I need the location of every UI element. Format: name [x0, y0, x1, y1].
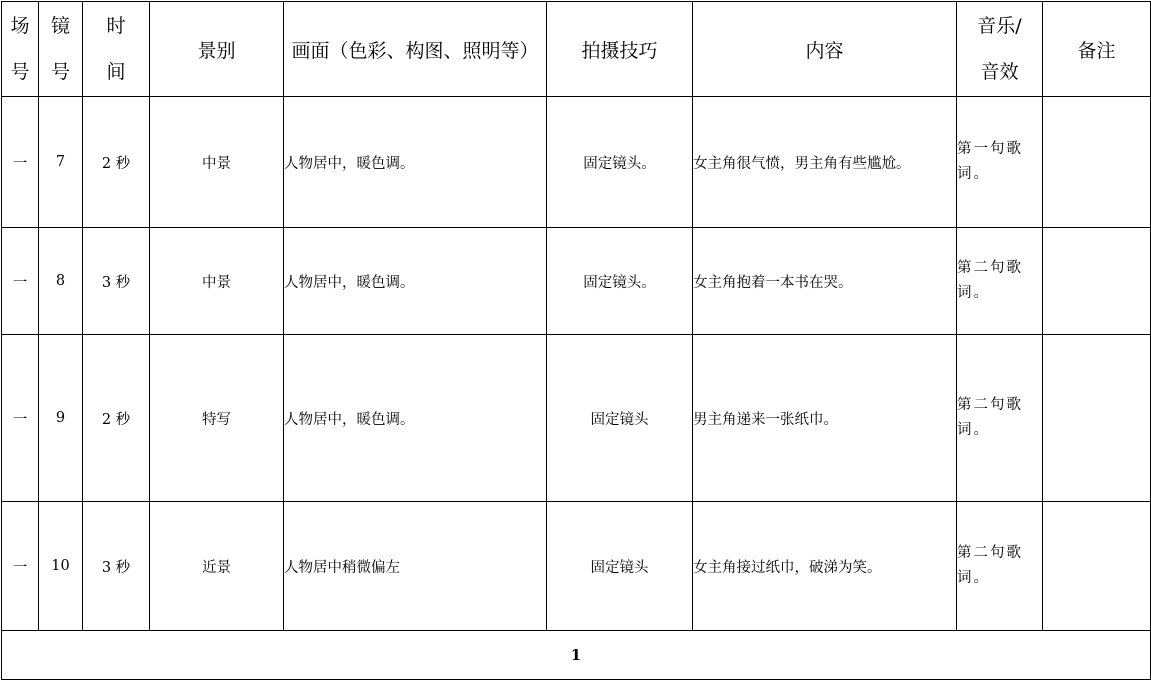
cell-shot: 8 [39, 228, 83, 335]
cell-shot: 10 [39, 502, 83, 631]
header-music-line1: 音乐/ [977, 15, 1022, 37]
cell-content: 女主角接过纸巾，破涕为笑。 [693, 502, 957, 631]
cell-picture: 人物居中，暖色调。 [284, 228, 547, 335]
header-scene-line1: 场 [10, 15, 30, 37]
cell-shot: 7 [39, 97, 83, 228]
cell-music-line1: 第一句歌 [957, 141, 1023, 157]
table-row [2, 228, 1151, 335]
header-time [83, 2, 150, 97]
table-row [2, 97, 1151, 228]
cell-scene: 一 [2, 97, 39, 228]
cell-picture: 人物居中稍微偏左 [284, 502, 547, 631]
cell-notes [1043, 228, 1151, 335]
cell-technique: 固定镜头。 [547, 228, 693, 335]
cell-content: 女主角抱着一本书在哭。 [693, 228, 957, 335]
header-shot-number [39, 2, 83, 97]
cell-music [957, 335, 1043, 502]
table-row [2, 335, 1151, 502]
cell-shot-size: 中景 [150, 228, 284, 335]
header-time-line2: 间 [106, 61, 126, 83]
cell-time: 3 秒 [83, 502, 150, 631]
cell-music-line2: 词。 [957, 570, 990, 586]
table-row [2, 502, 1151, 631]
header-technique: 拍摄技巧 [547, 2, 693, 97]
cell-music [957, 228, 1043, 335]
cell-notes [1043, 97, 1151, 228]
cell-shot-size: 特写 [150, 335, 284, 502]
cell-scene: 一 [2, 502, 39, 631]
header-notes: 备注 [1043, 2, 1151, 97]
cell-music-line1: 第二句歌 [957, 545, 1023, 561]
header-scene-number [2, 2, 39, 97]
cell-technique: 固定镜头。 [547, 97, 693, 228]
storyboard-table [1, 1, 1151, 680]
header-shot-line2: 号 [50, 61, 70, 83]
header-music-line2: 音效 [980, 61, 1019, 83]
cell-shot-size: 近景 [150, 502, 284, 631]
header-content: 内容 [693, 2, 957, 97]
cell-music-line1: 第二句歌 [957, 397, 1023, 413]
cell-content: 女主角很气愤，男主角有些尴尬。 [693, 97, 957, 228]
cell-music-line1: 第二句歌 [957, 260, 1023, 276]
cell-music-line2: 词。 [957, 422, 990, 438]
header-picture: 画面（色彩、构图、照明等） [284, 2, 547, 97]
cell-music-line2: 词。 [957, 166, 990, 182]
header-time-line1: 时 [106, 15, 126, 37]
cell-music-line2: 词。 [957, 285, 990, 301]
cell-time: 2 秒 [83, 335, 150, 502]
cell-picture: 人物居中，暖色调。 [284, 97, 547, 228]
cell-notes [1043, 502, 1151, 631]
cell-content: 男主角递来一张纸巾。 [693, 335, 957, 502]
header-scene-line2: 号 [10, 61, 30, 83]
cell-music [957, 97, 1043, 228]
cell-technique: 固定镜头 [547, 335, 693, 502]
header-row [2, 2, 1151, 97]
footer-row [2, 631, 1151, 680]
cell-time: 3 秒 [83, 228, 150, 335]
header-shot-line1: 镜 [50, 15, 70, 37]
cell-shot: 9 [39, 335, 83, 502]
cell-scene: 一 [2, 335, 39, 502]
header-shot-size: 景别 [150, 2, 284, 97]
cell-picture: 人物居中，暖色调。 [284, 335, 547, 502]
cell-technique: 固定镜头 [547, 502, 693, 631]
cell-notes [1043, 335, 1151, 502]
cell-time: 2 秒 [83, 97, 150, 228]
cell-scene: 一 [2, 228, 39, 335]
header-music [957, 2, 1043, 97]
page-number: 1 [2, 631, 1151, 680]
cell-shot-size: 中景 [150, 97, 284, 228]
cell-music [957, 502, 1043, 631]
